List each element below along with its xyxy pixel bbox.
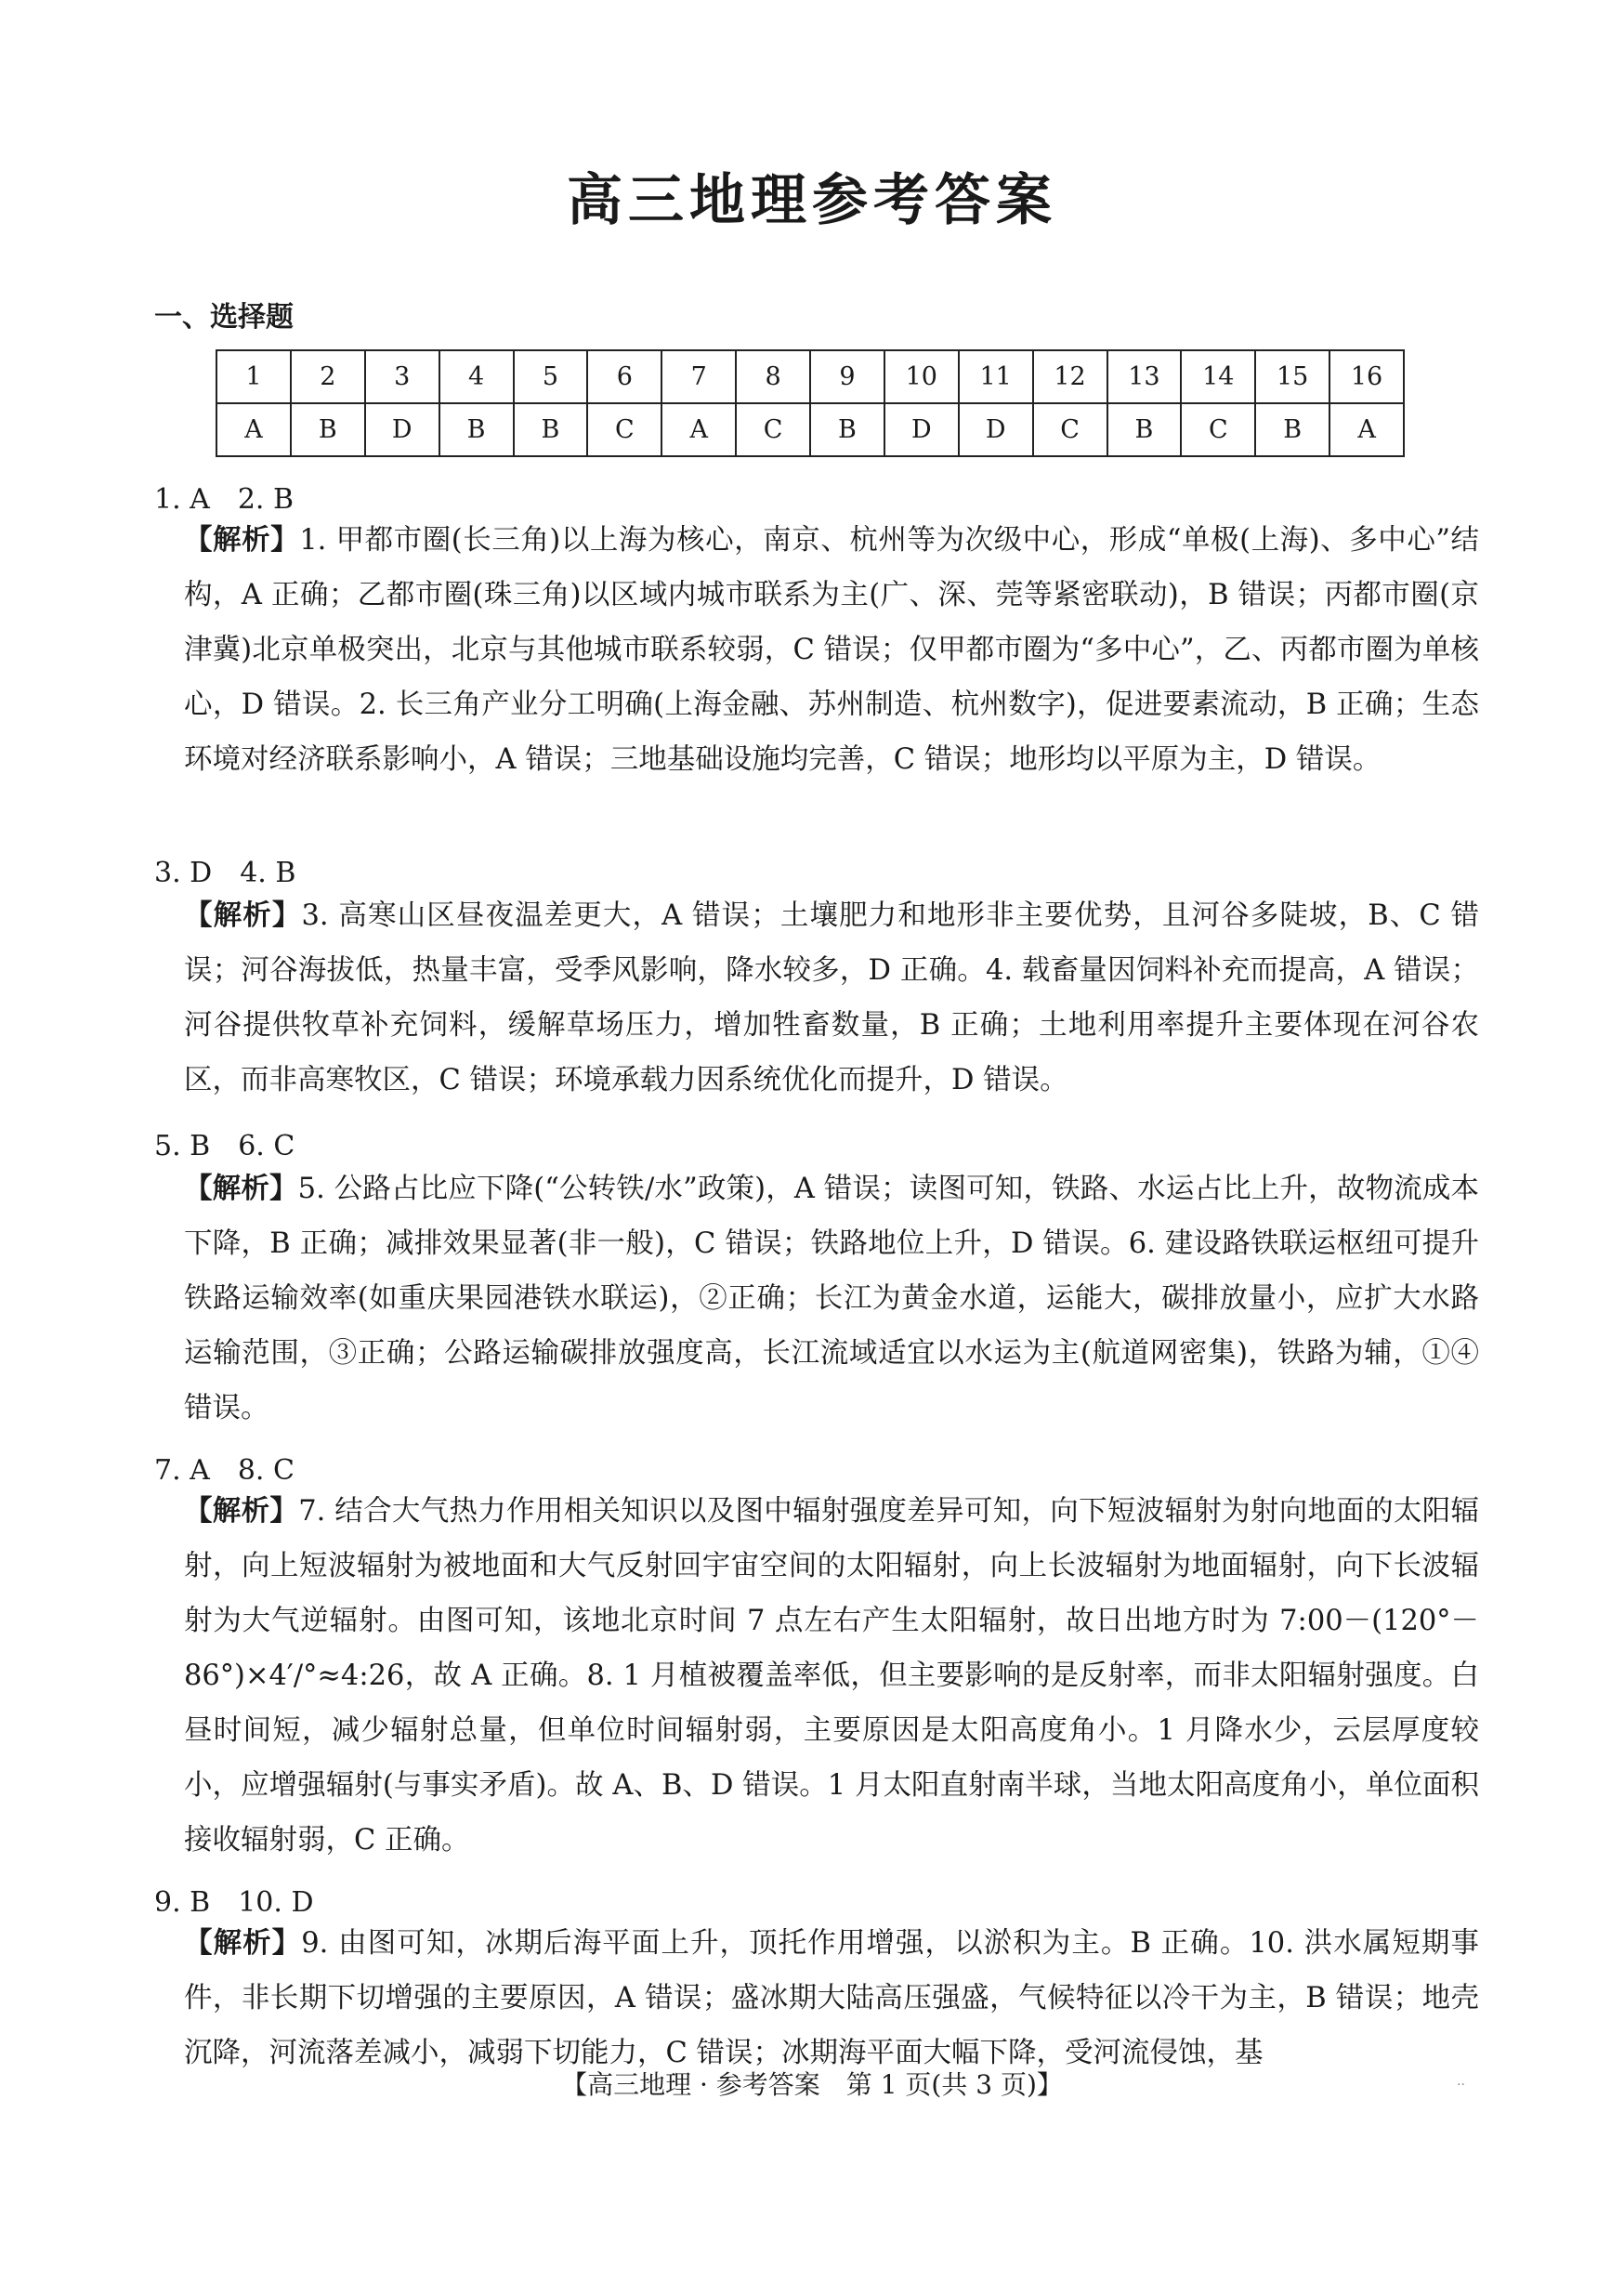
question-number-cell: 14 xyxy=(1181,350,1255,403)
answers-line-3-4: 3. D 4. B xyxy=(154,857,296,889)
explanation-text: 1. 甲都市圈(长三角)以上海为核心，南京、杭州等为次级中心，形成“单极(上海)、多中心”结构，A 正确；乙都市圈(珠三角)以区域内城市联系为主(广、深、莞等紧密联动)，B 错误；丙都市圈(京津冀)北京单极突出，北京与其他城市联系较弱，C 错误；仅甲都市圈为“多中心”，乙、丙都市圈为单核心，D 错误。2. 长三角产业分工明确(上海金融、苏州制造、杭州数字)，促进要素流动，B 正确；生态环境对经济联系影响小，A 错误；三地基础设施均完善，C 错误；地形均以平原为主，D 错误。 xyxy=(184,524,1480,776)
question-number-cell: 7 xyxy=(661,350,736,403)
explanation-text: 9. 由图可知，冰期后海平面上升，顶托作用增强，以淤积为主。B 正确。10. 洪水属短期事件，非长期下切增强的主要原因，A 错误；盛冰期大陆高压强盛，气候特征以冷干为主，B 错误；地壳沉降，河流落差减小，减弱下切能力，C 错误；冰期海平面大幅下降，受河流侵蚀，基 xyxy=(184,1927,1479,2069)
explanation-label: 【解析】 xyxy=(184,899,302,932)
page-footer: 【高三地理 · 参考答案 第 1 页(共 3 页)】 xyxy=(561,2069,1063,2100)
page-title: 高三地理参考答案 xyxy=(567,168,1057,233)
question-number-cell: 3 xyxy=(365,350,439,403)
question-number-cell: 12 xyxy=(1033,350,1107,403)
explanation-label: 【解析】 xyxy=(184,524,300,557)
answer-cell: B xyxy=(291,403,365,456)
explanation-label: 【解析】 xyxy=(184,1495,299,1528)
answer-cell: D xyxy=(365,403,439,456)
answers-line-5-6: 5. B 6. C xyxy=(154,1130,295,1162)
question-number-cell: 1 xyxy=(216,350,291,403)
explanation-9-10 xyxy=(184,1916,1479,2080)
explanation-1-2 xyxy=(184,513,1479,787)
page-mark: ·· xyxy=(1457,2078,1465,2093)
question-number-cell: 13 xyxy=(1107,350,1182,403)
answer-cell: C xyxy=(1181,403,1255,456)
answer-cell: A xyxy=(661,403,736,456)
answer-cell: B xyxy=(439,403,514,456)
explanation-text: 7. 结合大气热力作用相关知识以及图中辐射强度差异可知，向下短波辐射为射向地面的太阳辐射，向上短波辐射为被地面和大气反射回宇宙空间的太阳辐射，向上长波辐射为地面辐射，向下长波辐射为大气逆辐射。由图可知，该地北京时间 7 点左右产生太阳辐射，故日出地方时为 7:00－(120°－86°)×4′/°≈4:26，故 A 正确。8. 1 月植被覆盖率低，但主要影响的是反射率，而非太阳辐射强度。白昼时间短，减少辐射总量，但单位时间辐射弱，主要原因是太阳高度角小。1 月降水少，云层厚度较小，应增强辐射(与事实矛盾)。故 A、B、D 错误。1 月太阳直射南半球，当地太阳高度角小，单位面积接收辐射弱，C 正确。 xyxy=(184,1495,1479,1857)
explanation-3-4 xyxy=(184,888,1479,1108)
answer-table-number-row xyxy=(216,350,1404,403)
question-number-cell: 4 xyxy=(439,350,514,403)
explanation-7-8 xyxy=(184,1484,1479,1868)
explanation-label: 【解析】 xyxy=(184,1927,302,1960)
question-number-cell: 11 xyxy=(959,350,1033,403)
answer-cell: C xyxy=(587,403,661,456)
question-number-cell: 2 xyxy=(291,350,365,403)
explanation-label: 【解析】 xyxy=(184,1173,298,1205)
answers-line-7-8: 7. A 8. C xyxy=(154,1454,295,1487)
answer-cell: B xyxy=(514,403,588,456)
question-number-cell: 5 xyxy=(514,350,588,403)
answers-line-9-10: 9. B 10. D xyxy=(154,1886,314,1919)
section-heading: 一、选择题 xyxy=(154,301,294,334)
answers-line-1-2: 1. A 2. B xyxy=(154,483,295,516)
answer-cell: D xyxy=(884,403,959,456)
question-number-cell: 6 xyxy=(587,350,661,403)
explanation-text: 5. 公路占比应下降(“公转铁/水”政策)，A 错误；读图可知，铁路、水运占比上升，故物流成本下降，B 正确；减排效果显著(非一般)，C 错误；铁路地位上升，D 错误。6. 建设路铁联运枢纽可提升铁路运输效率(如重庆果园港铁水联运)，②正确；长江为黄金水道，运能大，碳排放量小，应扩大水路运输范围，③正确；公路运输碳排放强度高，长江流域适宜以水运为主(航道网密集)，铁路为辅，①④错误。 xyxy=(184,1173,1479,1424)
answer-cell: C xyxy=(736,403,810,456)
explanation-text: 3. 高寒山区昼夜温差更大，A 错误；土壤肥力和地形非主要优势，且河谷多陡坡，B、C 错误；河谷海拔低，热量丰富，受季风影响，降水较多，D 正确。4. 载畜量因饲料补充而提高，A 错误；河谷提供牧草补充饲料，缓解草场压力，增加牲畜数量，B 正确；土地利用率提升主要体现在河谷农区，而非高寒牧区，C 错误；环境承载力因系统优化而提升，D 错误。 xyxy=(184,899,1479,1096)
answer-cell: B xyxy=(810,403,884,456)
answer-cell: A xyxy=(1329,403,1404,456)
answer-cell: B xyxy=(1255,403,1329,456)
question-number-cell: 9 xyxy=(810,350,884,403)
answer-table xyxy=(216,349,1405,457)
explanation-5-6 xyxy=(184,1161,1479,1436)
answer-cell: D xyxy=(959,403,1033,456)
answer-cell: A xyxy=(216,403,291,456)
answer-table-answer-row xyxy=(216,403,1404,456)
question-number-cell: 10 xyxy=(884,350,959,403)
question-number-cell: 16 xyxy=(1329,350,1404,403)
question-number-cell: 8 xyxy=(736,350,810,403)
question-number-cell: 15 xyxy=(1255,350,1329,403)
answer-cell: C xyxy=(1033,403,1107,456)
answer-cell: B xyxy=(1107,403,1182,456)
